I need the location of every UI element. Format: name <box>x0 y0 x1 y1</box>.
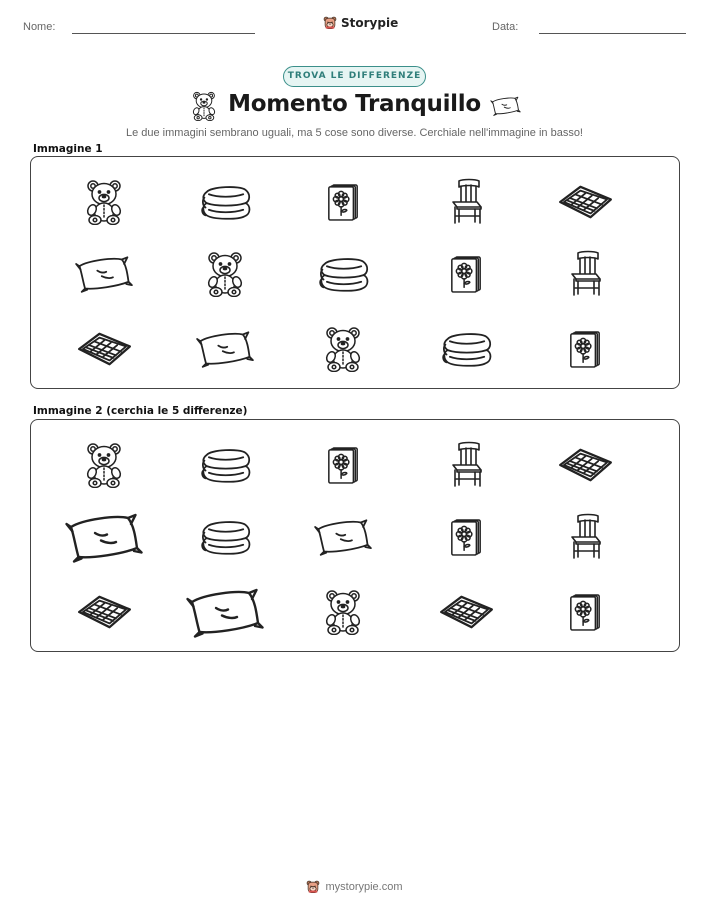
title-row <box>0 88 709 128</box>
grid-cell <box>295 242 391 306</box>
pillow-icon <box>65 512 143 563</box>
rug-icon <box>555 183 616 221</box>
teddy-bear-icon <box>323 326 363 372</box>
date-label: Data: <box>492 21 519 33</box>
rug-icon <box>436 593 497 631</box>
pillow-icon <box>186 587 264 638</box>
date-field-line[interactable] <box>539 33 686 34</box>
grid-cell <box>56 170 152 234</box>
footer <box>0 879 709 895</box>
rug-icon <box>74 593 135 631</box>
chair-icon <box>568 250 602 298</box>
activity-badge: TROVA LE DIFFERENZE <box>283 66 426 87</box>
blanket-icon <box>200 183 251 221</box>
grid-cell <box>537 170 633 234</box>
teddy-bear-icon <box>323 589 363 635</box>
grid-cell[interactable] <box>537 505 633 569</box>
grid-cell[interactable] <box>295 505 391 569</box>
grid-cell[interactable] <box>56 505 152 569</box>
storypie-bear-icon <box>323 15 337 31</box>
book-icon <box>568 593 602 631</box>
grid-cell[interactable] <box>418 433 514 497</box>
grid-cell[interactable] <box>418 580 514 644</box>
book-icon <box>326 183 360 221</box>
pillow-icon <box>490 96 521 116</box>
grid-cell <box>177 317 273 381</box>
grid-cell <box>295 317 391 381</box>
grid-cell <box>418 242 514 306</box>
grid-cell[interactable] <box>177 580 273 644</box>
blanket-icon <box>318 255 369 293</box>
grid-cell[interactable] <box>56 580 152 644</box>
grid-cell[interactable] <box>177 505 273 569</box>
teddy-bear-icon <box>84 442 124 488</box>
teddy-bear-icon <box>84 179 124 225</box>
rug-icon <box>74 330 135 368</box>
image-2-panel[interactable] <box>30 419 680 652</box>
image-1-label: Immagine 1 <box>33 143 103 155</box>
grid-cell[interactable] <box>295 580 391 644</box>
storypie-bear-icon <box>306 879 320 895</box>
grid-cell[interactable] <box>418 505 514 569</box>
grid-cell <box>56 317 152 381</box>
grid-cell[interactable] <box>56 433 152 497</box>
grid-cell <box>418 317 514 381</box>
grid-cell <box>537 242 633 306</box>
name-label: Nome: <box>23 21 56 33</box>
grid-cell[interactable] <box>537 580 633 644</box>
book-icon <box>326 446 360 484</box>
name-field-line[interactable] <box>72 33 255 34</box>
footer-url: mystorypie.com <box>325 881 403 893</box>
book-icon <box>568 330 602 368</box>
worksheet-header <box>0 0 709 50</box>
pillow-icon <box>196 330 254 368</box>
image-2-label: Immagine 2 (cerchia le 5 differenze) <box>33 405 248 417</box>
blanket-icon <box>200 446 251 484</box>
chair-icon <box>449 441 483 489</box>
rug-icon <box>555 446 616 484</box>
instructions: Le due immagini sembrano uguali, ma 5 cose sono diverse. Cerchiale nell'immagine in basso! <box>125 127 583 139</box>
book-icon <box>449 255 483 293</box>
brand-name: Storypie <box>341 16 399 30</box>
grid-cell[interactable] <box>537 433 633 497</box>
pillow-icon <box>75 255 133 293</box>
blanket-icon <box>441 330 492 368</box>
teddy-bear-icon <box>205 251 245 297</box>
chair-icon <box>568 513 602 561</box>
grid-cell <box>537 317 633 381</box>
grid-cell <box>177 242 273 306</box>
pillow-icon <box>314 518 372 556</box>
grid-cell[interactable] <box>295 433 391 497</box>
blanket-icon <box>200 518 251 556</box>
grid-cell[interactable] <box>177 433 273 497</box>
grid-cell <box>295 170 391 234</box>
grid-cell <box>177 170 273 234</box>
grid-cell <box>56 242 152 306</box>
book-icon <box>449 518 483 556</box>
page-title: Momento Tranquillo <box>228 91 481 117</box>
brand-logo <box>323 13 398 33</box>
image-1-panel <box>30 156 680 389</box>
chair-icon <box>449 178 483 226</box>
grid-cell <box>418 170 514 234</box>
